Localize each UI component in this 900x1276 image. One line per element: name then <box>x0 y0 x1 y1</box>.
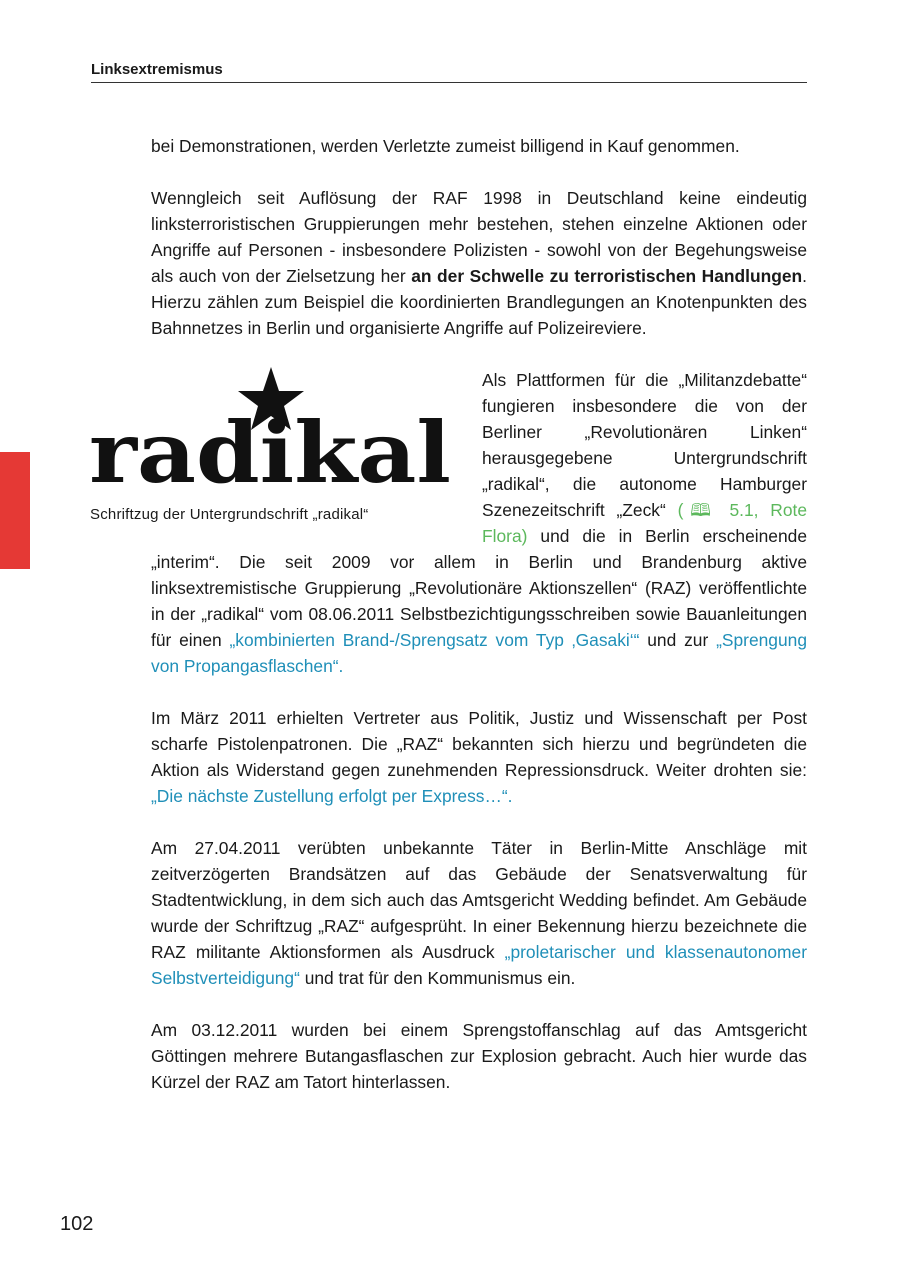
main-text <box>89 133 808 1095</box>
paragraph-2-text-b: . Hierzu zählen zum Beispiel die koordinierten Brandlegungen an Knotenpunkten des Bahnnetzes in Berlin und organisierte Angriffe auf Polizeireviere. <box>151 266 807 338</box>
figure-caption: Schriftzug der Untergrundschrift „radikal“ <box>90 506 369 523</box>
quote-link-express[interactable]: „Die nächste Zustellung erfolgt per Express…“. <box>151 786 513 806</box>
paragraph-6: Am 03.12.2011 wurden bei einem Sprengstoffanschlag auf das Amtsgericht Göttingen mehrere Butangasflaschen zur Explosion gebracht. Auch hier wurde das Kürzel der RAZ am Tatort hinterlassen. <box>151 1020 807 1092</box>
paragraph-5-text-a: Am 27.04.2011 verübten unbekannte Täter in Berlin-Mitte Anschläge mit zeitverzögerten Brandsätzen auf das Gebäude der Senatsverwaltung für Stadtentwicklung, in dem sich auch das Amtsgericht Wedding befindet. Am Gebäude wurde der Schriftzug „RAZ“ aufgesprüht. In einer Bekennung hierzu bezeichnete die RAZ militante Aktionsformen als Ausdruck <box>151 838 807 962</box>
paragraph-2-bold: an der Schwelle zu terroristischen Handlungen <box>411 266 803 286</box>
paragraph-4 <box>151 705 807 809</box>
quote-link-propangas[interactable]: „Sprengung von Propangasflaschen“. <box>151 630 807 676</box>
radikal-figure <box>88 367 468 542</box>
radikal-logo <box>88 363 453 493</box>
paragraph-3-text-c: und zur <box>639 630 717 650</box>
paragraph-5 <box>151 835 807 991</box>
paragraph-2-text-a: Wenngleich seit Auflösung der RAF 1998 in Deutschland keine eindeutig linksterroristischen Gruppierungen mehr bestehen, stehen einzelne Aktionen oder Angriffe auf Personen - insbesondere Polizisten - sowohl von der Begehungsweise als auch von der Zielsetzung her <box>151 188 807 286</box>
cross-reference-link[interactable]: (🕮 5.1, Rote Flora) <box>482 500 808 546</box>
quote-link-selbstverteidigung[interactable]: „proletarischer und klassenautonomer Selbstverteidigung“ <box>151 942 808 988</box>
chapter-color-tab <box>0 452 30 569</box>
paragraph-3-text-a: Als Plattformen für die „Militanzdebatte“ fungieren insbesondere die von der Berliner „Revolutionären Linken“ herausgegebene Untergrundschrift „radikal“, die autonome Hamburger Szenezeitschrift „Zeck“ <box>482 370 807 520</box>
paragraph-1: bei Demonstrationen, werden Verletzte zumeist billigend in Kauf genommen. <box>151 136 740 156</box>
quote-link-brandsatz[interactable]: „kombinierten Brand-/Sprengsatz vom Typ ‚Gasaki‘“ <box>229 630 640 650</box>
radikal-logo-text: radikal <box>89 403 452 493</box>
paragraph-2 <box>151 185 807 341</box>
paragraph-4-text: Im März 2011 erhielten Vertreter aus Politik, Justiz und Wissenschaft per Post scharfe Pistolenpatronen. Die „RAZ“ bekannten sich hierzu und begründeten die Aktion als Widerstand gegen zunehmenden Repressionsdruck. Weiter drohten sie: <box>151 708 807 780</box>
running-header: Linksextremismus <box>91 61 807 83</box>
paragraph-5-text-b: und trat für den Kommunismus ein. <box>299 968 576 988</box>
paragraph-3-text-b: und die in Berlin erscheinende „interim“. Die seit 2009 vor allem in Berlin und Brandenburg aktive linksextremistische Gruppierung „Revolutionäre Aktionszellen“ (RAZ) veröffentlichte in der „radikal“ vom 08.06.2011 Selbstbezichtigungsschreiben sowie Bauanleitungen für einen <box>151 526 807 650</box>
page-number: 102 <box>60 1213 94 1235</box>
